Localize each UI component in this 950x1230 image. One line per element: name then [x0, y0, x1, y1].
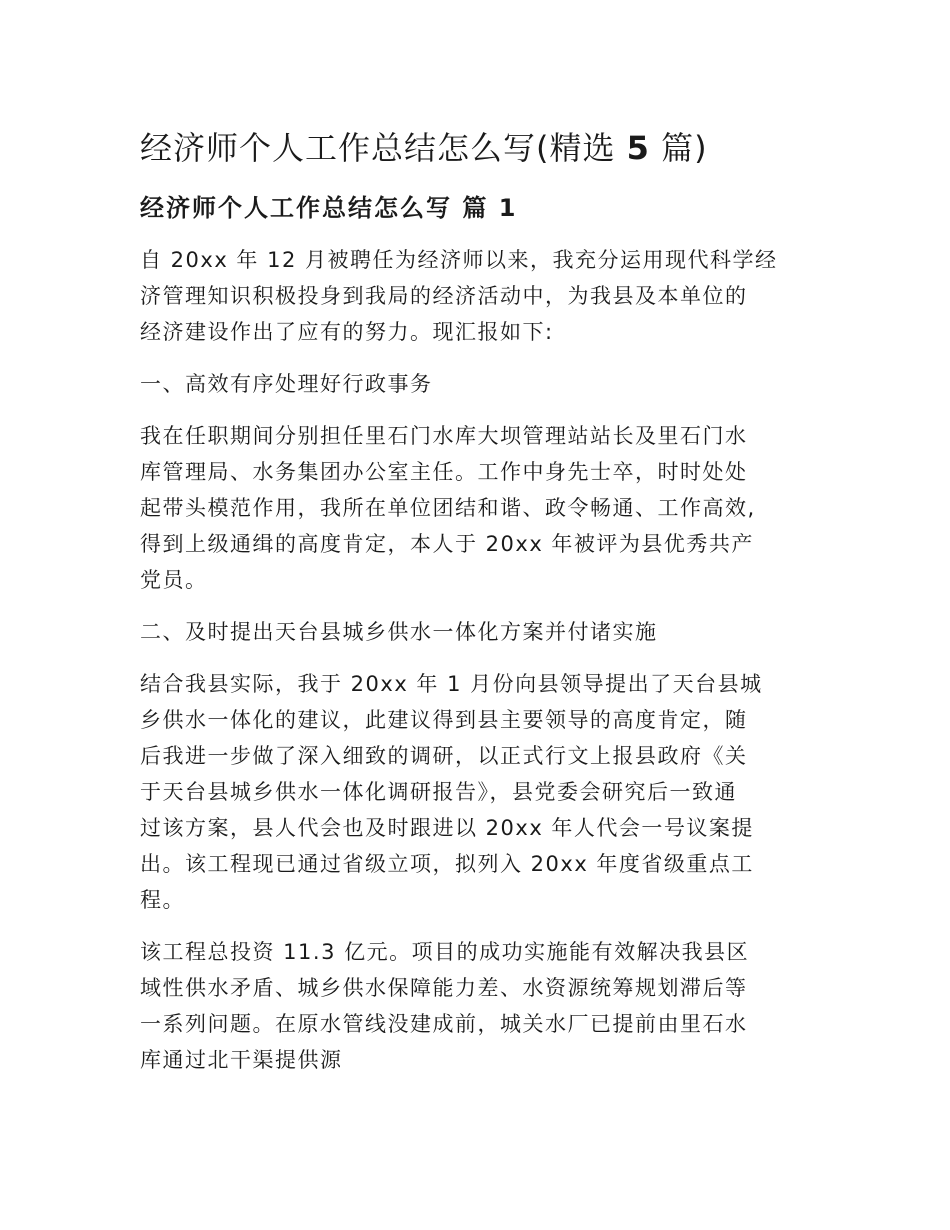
section-heading [140, 190, 815, 226]
text-line: 库通过北干渠提供源 [140, 1048, 343, 1072]
text-line: 程。 [140, 888, 185, 912]
text-line: 得到上级通缉的高度肯定，本人于 20xx 年被评为县优秀共产 [140, 532, 754, 556]
text-line: 后我进一步做了深入细致的调研，以正式行文上报县政府《关 [140, 744, 748, 768]
section-text: 经济师个人工作总结怎么写 篇 [140, 194, 489, 222]
text-line: 库管理局、水务集团办公室主任。工作中身先士卒，时时处处 [140, 460, 748, 484]
paragraph-2 [140, 666, 815, 918]
text-line: 域性供水矛盾、城乡供水保障能力差、水资源统筹规划滞后等 [140, 976, 748, 1000]
intro-paragraph [140, 242, 815, 350]
section-number: 1 [498, 194, 518, 222]
title-text: 经济师个人工作总结怎么写(精选 [140, 129, 616, 167]
paragraph-3 [140, 934, 815, 1078]
subheading-1: 一、高效有序处理好行政事务 [140, 372, 433, 396]
text-line: 我在任职期间分别担任里石门水库大坝管理站站长及里石门水 [140, 424, 748, 448]
title-tail: 篇) [661, 129, 708, 167]
text-line: 过该方案，县人代会也及时跟进以 20xx 年人代会一号议案提 [140, 816, 754, 840]
title-number: 5 [626, 129, 650, 167]
text-line: 一系列问题。在原水管线没建成前，城关水厂已提前由里石水 [140, 1012, 748, 1036]
text-line: 济管理知识积极投身到我局的经济活动中，为我县及本单位的 [140, 284, 748, 308]
text-line: 出。该工程现已通过省级立项，拟列入 20xx 年度省级重点工 [140, 852, 754, 876]
text-line: 于天台县城乡供水一体化调研报告》，县党委会研究后一致通 [140, 780, 737, 804]
text-line: 经济建设作出了应有的努力。现汇报如下: [140, 320, 554, 344]
document-page [140, 118, 815, 1078]
text-line: 乡供水一体化的建议，此建议得到县主要领导的高度肯定，随 [140, 708, 748, 732]
subheading-2: 二、及时提出天台县城乡供水一体化方案并付诸实施 [140, 620, 658, 644]
text-line: 起带头模范作用，我所在单位团结和谐、政令畅通、工作高效, [140, 496, 756, 520]
paragraph-1 [140, 418, 815, 598]
text-line: 结合我县实际，我于 20xx 年 1 月份向县领导提出了天台县城 [140, 672, 763, 696]
text-line: 自 20xx 年 12 月被聘任为经济师以来，我充分运用现代科学经 [140, 248, 778, 272]
text-line: 党员。 [140, 568, 208, 592]
text-line: 该工程总投资 11.3 亿元。项目的成功实施能有效解决我县区 [140, 940, 750, 964]
document-title [140, 118, 815, 178]
